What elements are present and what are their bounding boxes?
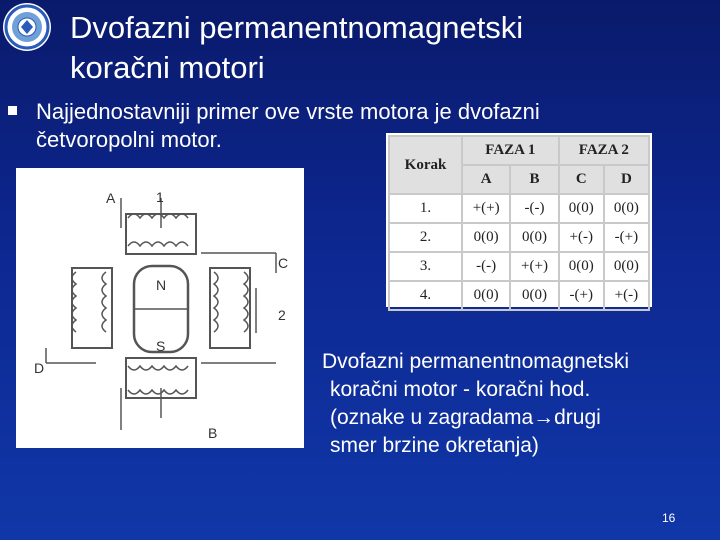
label-1: 1 [156,189,164,205]
table-cell: +(-) [604,281,649,310]
table-cell: -(+) [604,223,649,252]
title-line-2: koračni motori [70,50,265,85]
label-a: A [106,190,116,206]
step-table [388,135,650,311]
col-a: A [462,165,510,194]
caption-line-3: (oznake u zagradama→drugi [330,406,601,429]
table-cell: 0(0) [510,223,558,252]
table-cell: 0(0) [604,252,649,281]
step-cell: 1. [389,194,462,223]
page-number: 16 [662,511,676,525]
table-cell: 0(0) [462,223,510,252]
diagram-caption [306,348,706,460]
table-cell: -(-) [510,194,558,223]
table-row [389,252,649,281]
table-row [389,281,649,310]
header-faza1: FAZA 1 [462,136,559,165]
table-cell: 0(0) [510,281,558,310]
square-bullet-icon [8,106,17,115]
table-cell: -(-) [462,252,510,281]
table-cell: +(-) [559,223,604,252]
label-n: N [156,277,167,293]
dash-bullet-icon [296,362,302,364]
header-faza2: FAZA 2 [559,136,649,165]
motor-diagram [16,168,304,448]
col-c: C [559,165,604,194]
header-korak: Korak [389,136,462,194]
title-line-1: Dvofazni permanentnomagnetski [70,10,524,45]
step-table-panel [386,133,652,307]
university-logo [2,2,52,52]
table-cell: 0(0) [559,252,604,281]
table-cell: +(+) [510,252,558,281]
table-cell: 0(0) [559,194,604,223]
col-d: D [604,165,649,194]
caption-line-4: smer brzine okretanja) [330,434,539,457]
step-cell: 2. [389,223,462,252]
label-b: B [208,425,218,441]
caption-line-2: koračni motor - koračni hod. [330,378,591,401]
slide-title [70,8,710,88]
table-cell: -(+) [559,281,604,310]
label-s: S [156,338,166,354]
caption-line-1: Dvofazni permanentnomagnetski [322,350,630,373]
table-cell: 0(0) [604,194,649,223]
step-cell: 4. [389,281,462,310]
bullet-text: Najjednostavniji primer ove vrste motora je dvofazni četvoropolni motor. [36,99,540,152]
table-row [389,194,649,223]
step-cell: 3. [389,252,462,281]
label-c: C [278,255,289,271]
label-d: D [34,360,45,376]
table-row [389,223,649,252]
col-b: B [510,165,558,194]
label-2: 2 [278,307,286,323]
table-cell: 0(0) [462,281,510,310]
table-cell: +(+) [462,194,510,223]
